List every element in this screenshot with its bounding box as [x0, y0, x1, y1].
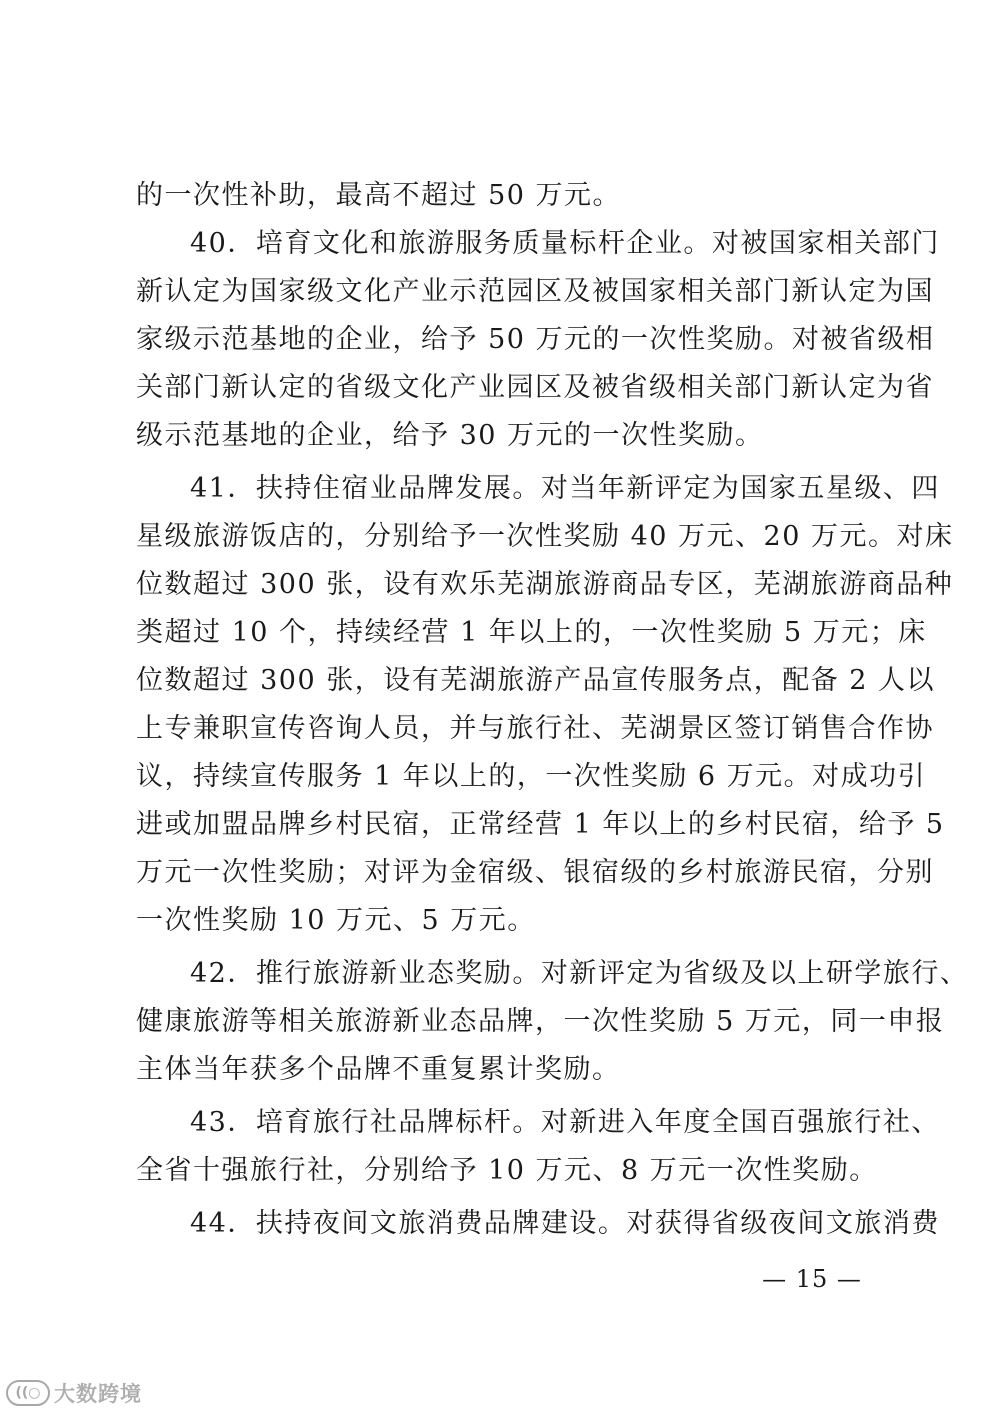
- text-line: 类超过 10 个，持续经营 1 年以上的，一次性奖励 5 万元；床: [136, 617, 927, 648]
- text-line: 上专兼职宣传咨询人员，并与旅行社、芜湖景区签订销售合作协: [136, 713, 934, 744]
- text-line: 关部门新认定的省级文化产业园区及被省级相关部门新认定为省: [136, 372, 934, 403]
- text-line: 主体当年获多个品牌不重复累计奖励。: [136, 1054, 621, 1085]
- text-line: 全省十强旅行社，分别给予 10 万元、8 万元一次性奖励。: [136, 1155, 878, 1186]
- text-line: 一次性奖励 10 万元、5 万元。: [136, 905, 536, 936]
- text-line: 位数超过 300 张，设有芜湖旅游产品宣传服务点，配备 2 人以: [136, 665, 936, 696]
- item-44-heading-line: 44．扶持夜间文旅消费品牌建设。对获得省级夜间文旅消费: [190, 1208, 940, 1239]
- text-line: 位数超过 300 张，设有欢乐芜湖旅游商品专区，芜湖旅游商品种: [136, 569, 954, 600]
- text-line: 级示范基地的企业，给予 30 万元的一次性奖励。: [136, 420, 764, 451]
- watermark-text: 大数跨境: [54, 1382, 142, 1406]
- text-line: 星级旅游饭店的，分别给予一次性奖励 40 万元、20 万元。对床: [136, 521, 954, 552]
- text-line: 的一次性补助，最高不超过 50 万元。: [136, 180, 622, 211]
- text-line: 家级示范基地的企业，给予 50 万元的一次性奖励。对被省级相: [136, 324, 935, 355]
- text-line: 新认定为国家级文化产业示范园区及被国家相关部门新认定为国: [136, 276, 934, 307]
- text-line: 健康旅游等相关旅游新业态品牌，一次性奖励 5 万元，同一申报: [136, 1006, 945, 1037]
- watermark-logo-icon: ((○: [6, 1380, 50, 1406]
- text-line: 议，持续宣传服务 1 年以上的，一次性奖励 6 万元。对成功引: [136, 761, 927, 792]
- text-line: 进或加盟品牌乡村民宿，正常经营 1 年以上的乡村民宿，给予 5: [136, 809, 945, 840]
- watermark: [6, 1378, 142, 1408]
- text-line: 万元一次性奖励；对评为金宿级、银宿级的乡村旅游民宿，分别: [136, 857, 934, 888]
- item-40-heading-line: 40．培育文化和旅游服务质量标杆企业。对被国家相关部门: [190, 228, 940, 259]
- item-41-heading-line: 41．扶持住宿业品牌发展。对当年新评定为国家五星级、四: [190, 473, 940, 504]
- item-43-heading-line: 43．培育旅行社品牌标杆。对新进入年度全国百强旅行社、: [190, 1107, 940, 1138]
- page-number: — 15 —: [762, 1265, 862, 1293]
- item-42-heading-line: 42．推行旅游新业态奖励。对新评定为省级及以上研学旅行、: [190, 958, 969, 989]
